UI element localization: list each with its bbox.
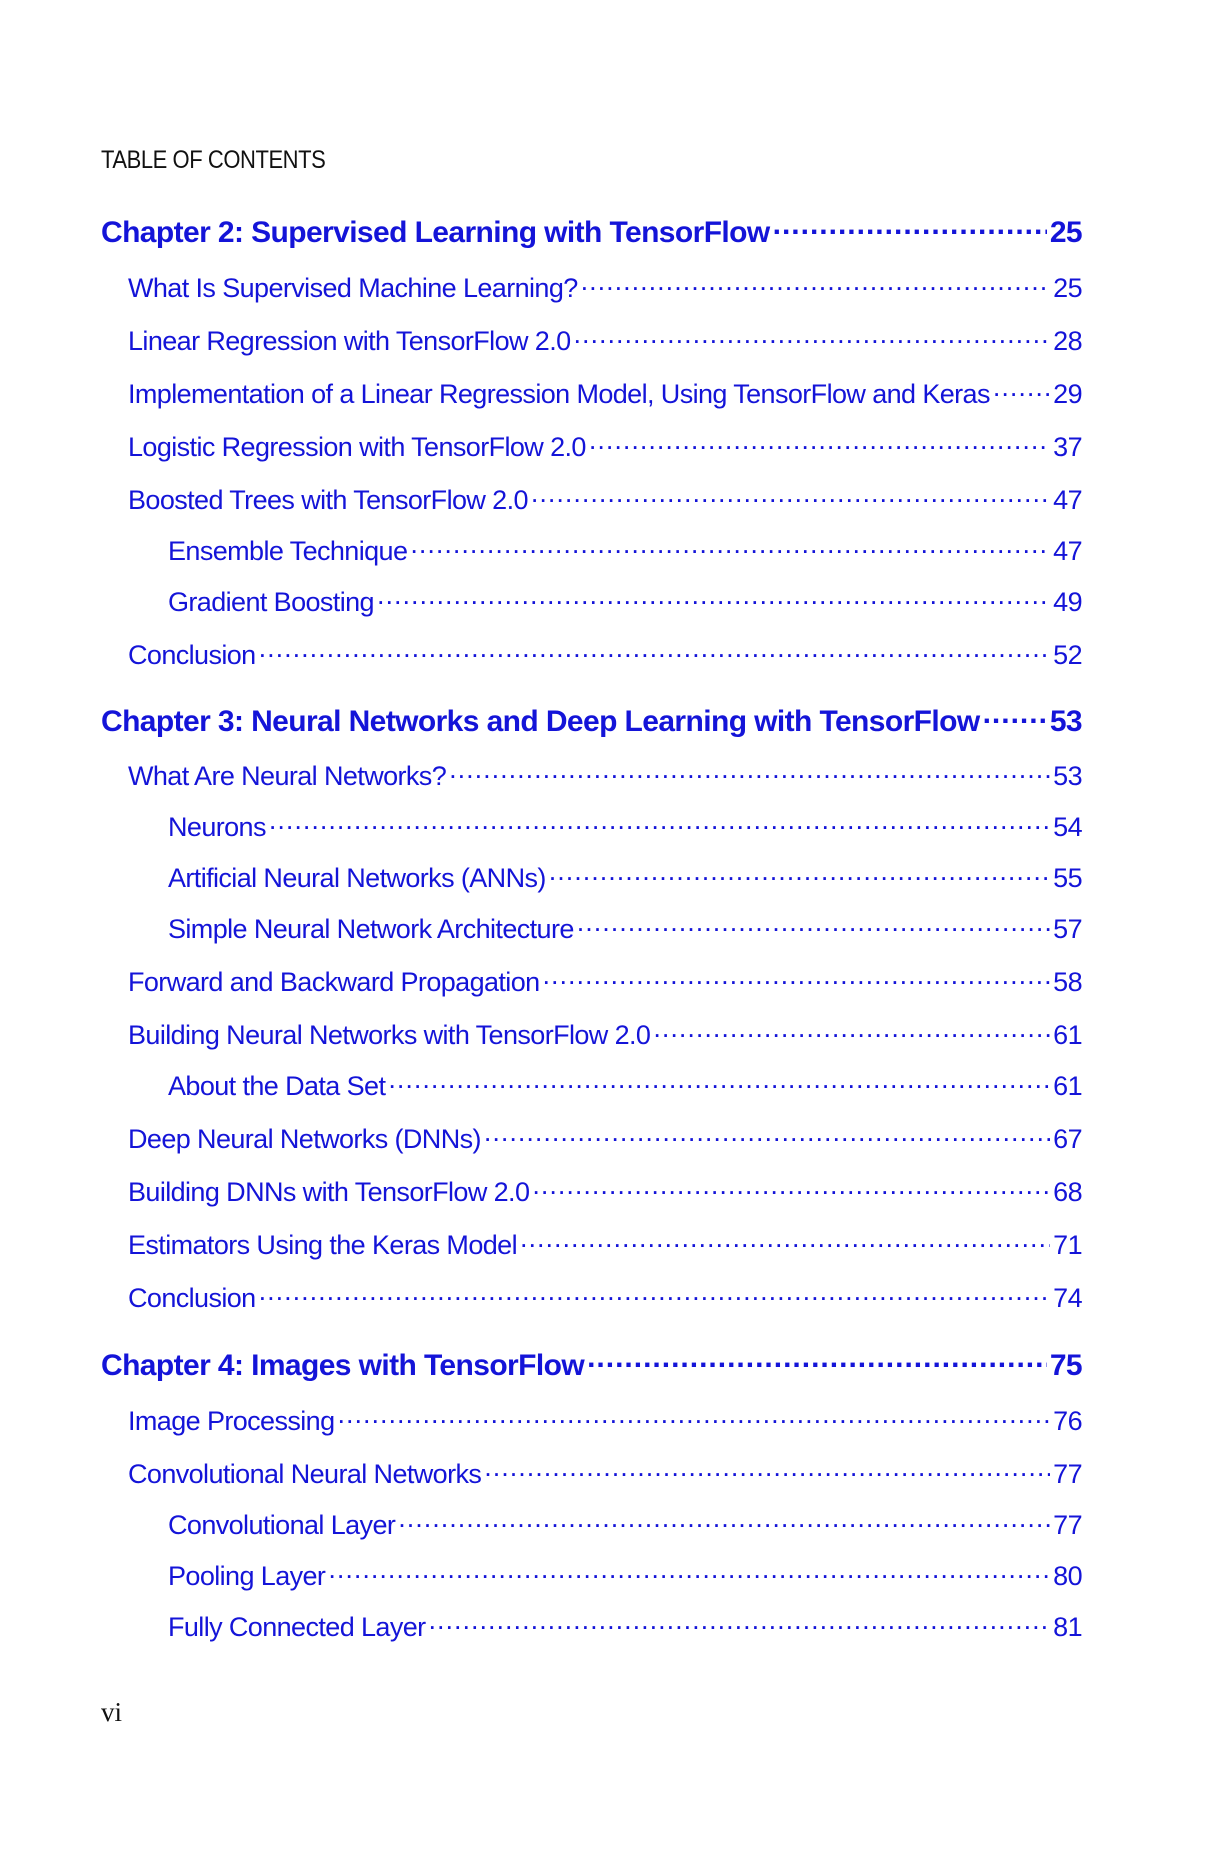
toc-entry-title: Logistic Regression with TensorFlow 2.0 — [128, 432, 586, 462]
toc-entry-title: What Is Supervised Machine Learning? — [128, 273, 578, 303]
toc-entry-page: 61 — [1053, 1071, 1082, 1101]
toc-entry[interactable] — [128, 429, 1082, 463]
toc-entry-title: Building DNNs with TensorFlow 2.0 — [128, 1177, 530, 1207]
dot-leader — [531, 482, 1050, 509]
dot-leader — [338, 1403, 1051, 1430]
dot-leader — [377, 584, 1050, 611]
toc-entry-page: 47 — [1053, 536, 1082, 566]
toc-entry[interactable] — [128, 1017, 1082, 1051]
dot-leader — [993, 376, 1050, 403]
dot-leader — [484, 1456, 1050, 1483]
dot-leader — [653, 1017, 1050, 1044]
toc-entry-title: Deep Neural Networks (DNNs) — [128, 1124, 481, 1154]
dot-leader — [543, 964, 1051, 991]
toc-entry[interactable] — [168, 809, 1082, 843]
dot-leader — [549, 860, 1050, 887]
running-head: TABLE OF CONTENTS — [101, 146, 326, 174]
toc-entry-title: Chapter 3: Neural Networks and Deep Learning with TensorFlow — [101, 705, 980, 738]
dot-leader — [259, 637, 1051, 664]
toc-entry[interactable] — [168, 584, 1082, 618]
toc-entry-title: What Are Neural Networks? — [128, 761, 447, 791]
toc-entry-page: 54 — [1053, 812, 1082, 842]
toc-entry[interactable] — [128, 323, 1082, 357]
toc-entry[interactable] — [128, 964, 1082, 998]
toc-entry-page: 76 — [1053, 1406, 1082, 1436]
toc-entry-title: Boosted Trees with TensorFlow 2.0 — [128, 485, 528, 515]
toc-entry[interactable] — [128, 1403, 1082, 1437]
toc-entry-page: 53 — [1049, 705, 1082, 738]
toc-entry-page: 28 — [1053, 326, 1082, 356]
toc-entry-page: 57 — [1053, 914, 1082, 944]
dot-leader — [328, 1558, 1050, 1585]
toc-chapter-3[interactable] — [101, 701, 1082, 739]
toc-entry[interactable] — [168, 1609, 1082, 1643]
dot-leader — [449, 758, 1050, 785]
toc-entry-title: Convolutional Neural Networks — [128, 1459, 482, 1489]
dot-leader — [410, 533, 1050, 560]
toc-entry[interactable] — [128, 1456, 1082, 1490]
toc-entry-title: Estimators Using the Keras Model — [128, 1230, 517, 1260]
toc-entry-page: 47 — [1053, 485, 1082, 515]
dot-leader — [589, 429, 1050, 456]
toc-entry-page: 80 — [1053, 1561, 1082, 1591]
toc-entry-title: Conclusion — [128, 1283, 256, 1313]
toc-entry-page: 55 — [1053, 863, 1082, 893]
dot-leader — [484, 1121, 1050, 1148]
dot-leader — [581, 270, 1050, 297]
toc-entry-page: 25 — [1049, 216, 1082, 249]
toc-entry-page: 71 — [1053, 1230, 1082, 1260]
toc-entry-title: About the Data Set — [168, 1071, 386, 1101]
toc-entry-title: Forward and Backward Propagation — [128, 967, 540, 997]
dot-leader — [429, 1609, 1051, 1636]
dot-leader — [983, 701, 1047, 731]
toc-entry-title: Gradient Boosting — [168, 587, 374, 617]
toc-entry-page: 25 — [1053, 273, 1082, 303]
dot-leader — [398, 1507, 1050, 1534]
toc-entry-page: 61 — [1053, 1020, 1082, 1050]
toc-entry[interactable] — [128, 1174, 1082, 1208]
toc-entry[interactable] — [128, 1121, 1082, 1155]
toc-entry-title: Convolutional Layer — [168, 1510, 396, 1540]
toc-entry-title: Implementation of a Linear Regression Model, Using TensorFlow and Keras — [128, 379, 990, 409]
toc-entry-page: 29 — [1053, 379, 1082, 409]
toc-entry-title: Conclusion — [128, 640, 256, 670]
dot-leader — [269, 809, 1050, 836]
toc-entry[interactable] — [128, 270, 1082, 304]
toc-entry-title: Pooling Layer — [168, 1561, 326, 1591]
toc-entry-page: 53 — [1053, 761, 1082, 791]
toc-entry[interactable] — [128, 376, 1082, 410]
toc-entry[interactable] — [128, 637, 1082, 671]
toc-chapter-2[interactable] — [101, 212, 1082, 250]
dot-leader — [388, 1068, 1050, 1095]
toc-entry[interactable] — [128, 482, 1082, 516]
toc-entry-title: Chapter 4: Images with TensorFlow — [101, 1349, 585, 1382]
toc-entry-page: 77 — [1053, 1510, 1082, 1540]
toc-entry-page: 52 — [1053, 640, 1082, 670]
toc-entry[interactable] — [168, 860, 1082, 894]
dot-leader — [577, 911, 1050, 938]
dot-leader — [574, 323, 1051, 350]
toc-entry[interactable] — [168, 1068, 1082, 1102]
toc-entry-title: Simple Neural Network Architecture — [168, 914, 574, 944]
toc-entry[interactable] — [168, 533, 1082, 567]
toc-entry-page: 37 — [1053, 432, 1082, 462]
toc-entry-title: Building Neural Networks with TensorFlow 2.0 — [128, 1020, 651, 1050]
dot-leader — [773, 212, 1047, 242]
toc-entry-page: 58 — [1053, 967, 1082, 997]
dot-leader — [520, 1227, 1050, 1254]
toc-entry-title: Ensemble Technique — [168, 536, 408, 566]
toc-entry[interactable] — [168, 911, 1082, 945]
toc-entry-title: Image Processing — [128, 1406, 335, 1436]
toc-entry-page: 74 — [1053, 1283, 1082, 1313]
toc-entry-title: Fully Connected Layer — [168, 1612, 426, 1642]
toc-entry-page: 67 — [1053, 1124, 1082, 1154]
toc-entry-title: Linear Regression with TensorFlow 2.0 — [128, 326, 571, 356]
toc-entry[interactable] — [168, 1507, 1082, 1541]
toc-entry-page: 68 — [1053, 1177, 1082, 1207]
page-number: vi — [101, 1697, 123, 1727]
toc-entry-title: Chapter 2: Supervised Learning with TensorFlow — [101, 216, 770, 249]
toc-entry[interactable] — [128, 1227, 1082, 1261]
toc-entry[interactable] — [168, 1558, 1082, 1592]
dot-leader — [587, 1345, 1047, 1375]
toc-entry-page: 75 — [1049, 1349, 1082, 1382]
dot-leader — [259, 1280, 1051, 1307]
toc-chapter-4[interactable] — [101, 1345, 1082, 1383]
toc-entry-title: Neurons — [168, 812, 266, 842]
toc-entry[interactable] — [128, 758, 1082, 792]
toc-entry-page: 49 — [1053, 587, 1082, 617]
toc-entry-page: 77 — [1053, 1459, 1082, 1489]
dot-leader — [532, 1174, 1050, 1201]
toc-entry-title: Artificial Neural Networks (ANNs) — [168, 863, 546, 893]
toc-entry[interactable] — [128, 1280, 1082, 1314]
toc-entry-page: 81 — [1053, 1612, 1082, 1642]
